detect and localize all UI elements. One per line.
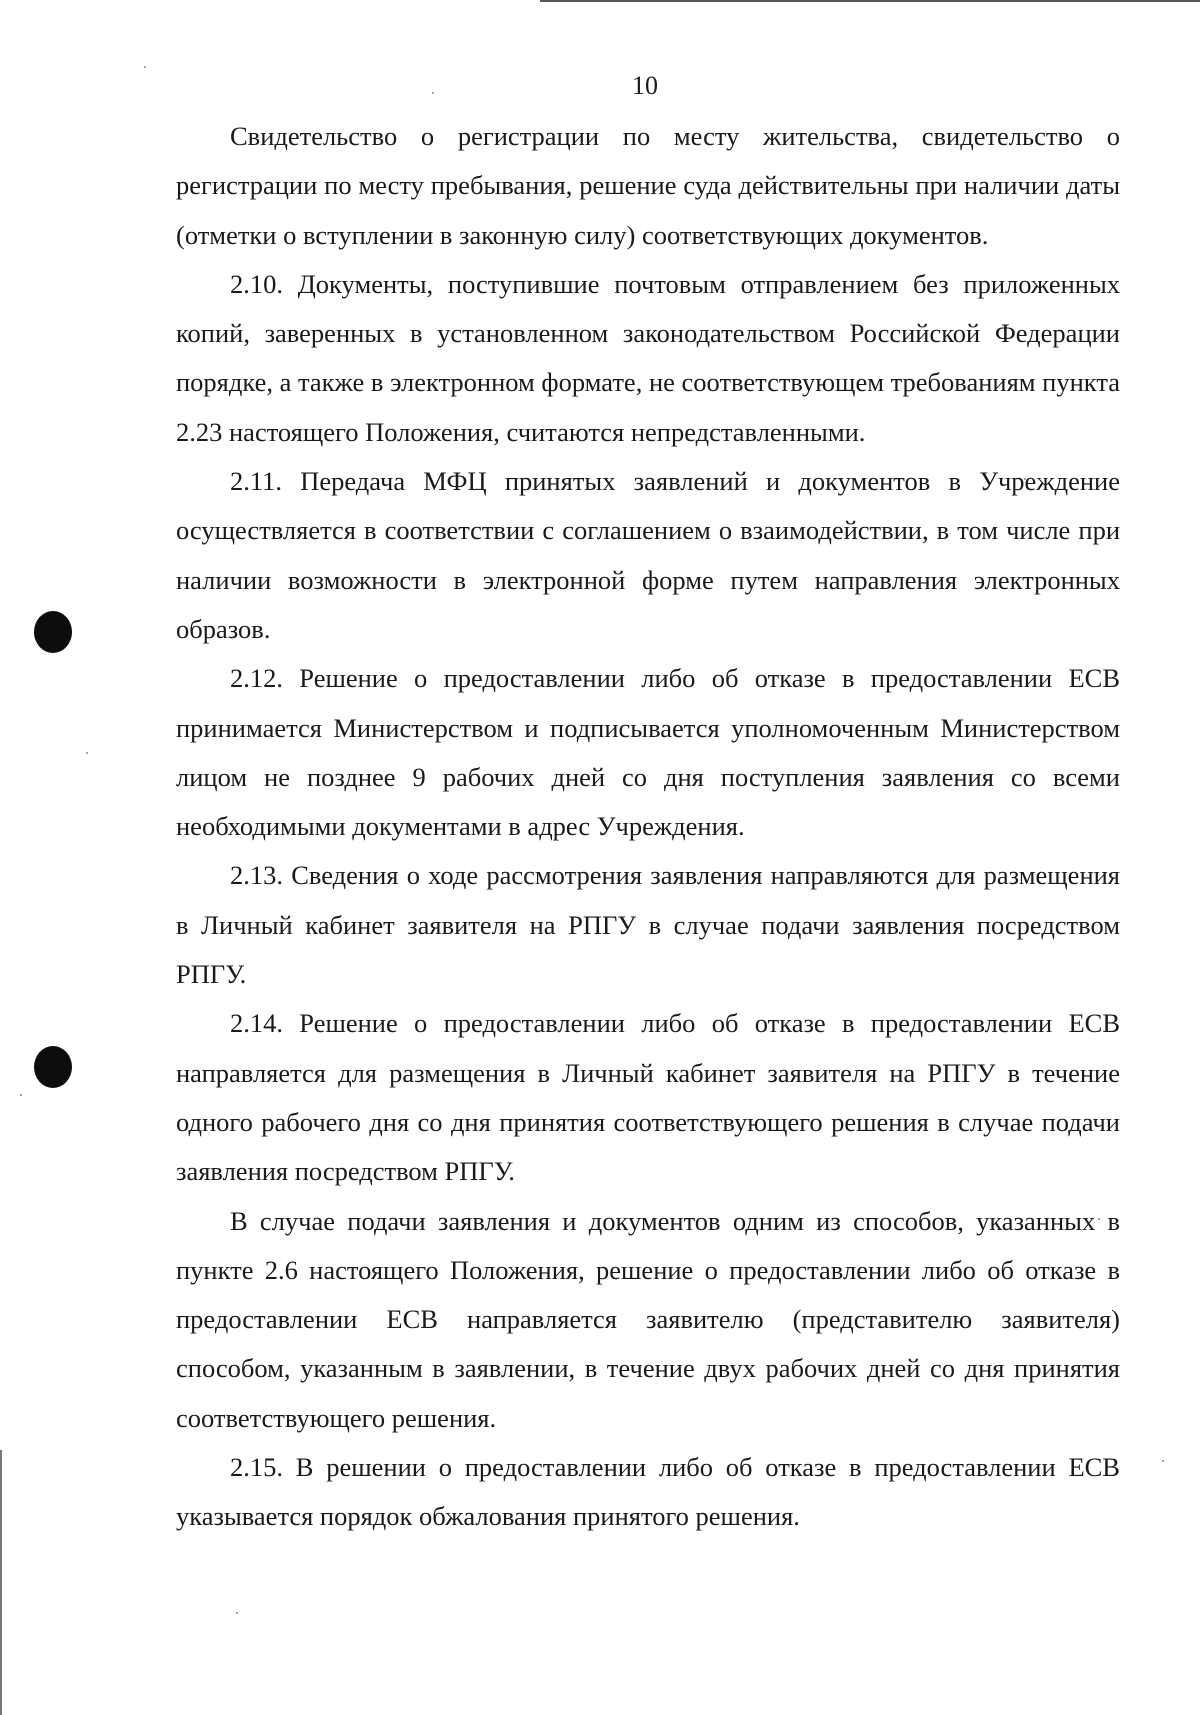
scan-speck <box>1162 1460 1164 1462</box>
paragraph-2-11: 2.11. Передача МФЦ принятых заявлений и документов в Учреждение осуществляется в соответствии с соглашением о взаимодействии, в том числе при наличии возможности в электронной форме путем направления электронных образов. <box>176 466 1120 644</box>
paragraph-2-13: 2.13. Сведения о ходе рассмотрения заявления направляются для размещения в Личный кабинет заявителя на РПГУ в случае подачи заявления посредством РПГУ. <box>176 860 1120 990</box>
paragraph-2-14: 2.14. Решение о предоставлении либо об отказе в предоставлении ЕСВ направляется для размещения в Личный кабинет заявителя на РПГУ в течение одного рабочего дня со дня принятия соответствующего решения в случае подачи заявления посредством РПГУ. <box>176 1008 1120 1187</box>
scan-speck <box>20 1094 22 1096</box>
scan-speck <box>236 1612 238 1614</box>
top-edge-rule <box>540 0 1200 2</box>
punch-hole-mark <box>34 611 72 653</box>
paragraph-submission-methods: В случае подачи заявления и документов одним из способов, указанных в пункте 2.6 настоящего Положения, решение о предоставлении либо об отказе в предоставлении ЕСВ направляется заявителю (представителю заявителя) способом, указанным в заявлении, в течение двух рабочих дней со дня принятия соответствующего решения. <box>176 1205 1120 1433</box>
page-number: 10 <box>632 71 658 100</box>
scan-speck <box>86 752 88 754</box>
left-edge-rule <box>0 1450 2 1715</box>
punch-hole-mark <box>34 1046 72 1088</box>
paragraph-2-15: 2.15. В решении о предоставлении либо об отказе в предоставлении ЕСВ указывается порядок обжалования принятого решения. <box>176 1452 1120 1532</box>
paragraph-2-12: 2.12. Решение о предоставлении либо об отказе в предоставлении ЕСВ принимается Министерством и подписывается уполномоченным Министерством лицом не позднее 9 рабочих дней со дня поступления заявления со всеми необходимыми документами в адрес Учреждения. <box>176 663 1120 842</box>
body-text <box>176 112 1120 1542</box>
paragraph-2-10: 2.10. Документы, поступившие почтовым отправлением без приложенных копий, заверенных в установленном законодательством Российской Федерации порядке, а также в электронном формате, не соответствующем требованиям пункта 2.23 настоящего Положения, считаются непредставленными. <box>176 268 1120 447</box>
paragraph-registration-certificates: Свидетельство о регистрации по месту жительства, свидетельство о регистрации по месту пребывания, решение суда действительны при наличии даты (отметки о вступлении в законную силу) соответствующих документов. <box>176 121 1120 250</box>
